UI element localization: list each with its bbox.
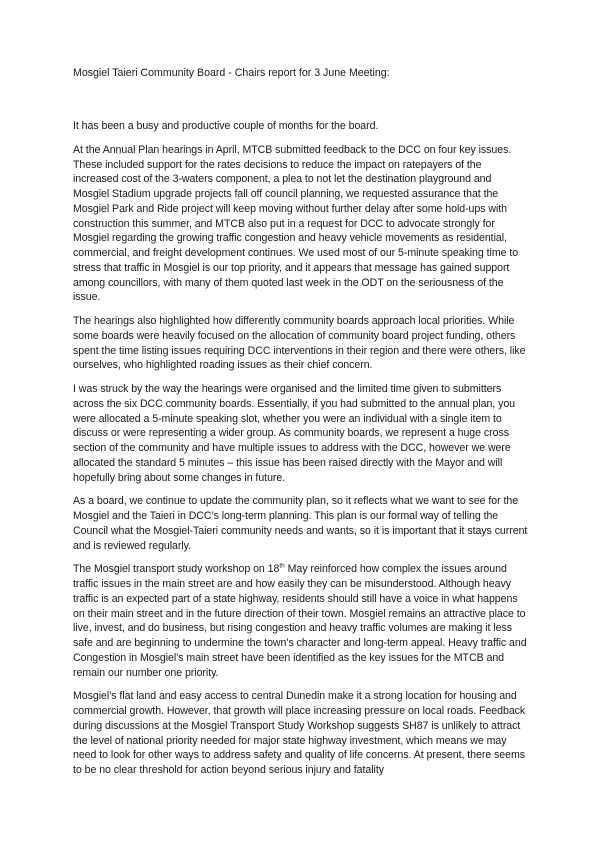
document-page <box>73 66 529 787</box>
ordinal-suffix: th <box>279 562 285 570</box>
paragraph-community-plan: As a board, we continue to update the community plan, so it reflects what we want to see for the Mosgiel and the Taieri in DCC’s long-term planning. This plan is our formal way of telling the Council what the Mosgiel-Taieri community needs and wants, so it is important that it stays current and is reviewed regularly. <box>73 495 528 552</box>
paragraph-transport-workshop <box>73 562 529 680</box>
report-title: Mosgiel Taieri Community Board - Chairs report for 3 June Meeting: <box>73 67 390 79</box>
paragraph-hearings: The hearings also highlighted how differently community boards approach local priorities. While some boards were heavily focused on the allocation of community board project funding, others spent the time listing issues requiring DCC interventions in their region and there were others, like ourselves, who highlighted roading issues as their chief concern. <box>73 315 526 372</box>
workshop-text-end: May reinforced how complex the issues around traffic issues in the main street are and how easily they can be misunderstood. Although heavy traffic is an expected part of a state highway, residents should still have a voice in what happens on their main street and in the future direction of their town. Mosgiel remains an attractive place to live, invest, and do business, but rising congestion and heavy traffic volumes are making it less safe and are beginning to undermine the town’s character and long-term appeal. Heavy traffic and Congestion in Mosgiel’s main street have been identified as the key issues for the MTCB and remain our number one priority. <box>73 563 527 679</box>
paragraph-annual-plan: At the Annual Plan hearings in April, MTCB submitted feedback to the DCC on four key issues. These included support for the rates decisions to reduce the impact on ratepayers of the increased cost of the 3-waters component, a plea to not let the destination playground and Mosgiel Stadium upgrade projects fall off council planning, we requested assurance that the Mosgiel Park and Ride project will keep moving without further delay after some hold-ups with construction this summer, and MTCB also put in a request for DCC to advocate strongly for Mosgiel regarding the growing traffic congestion and heavy vehicle movements as residential, commercial, and freight development continues. We used most of our 5-minute speaking time to stress that traffic in Mosgiel is our top priority, and it appears that message has gained support among councillors, with many of them quoted last week in the ODT on the seriousness of the issue. <box>73 143 519 304</box>
paragraph-intro: It has been a busy and productive couple of months for the board. <box>73 120 379 132</box>
workshop-text-start: The Mosgiel transport study workshop on 18 <box>73 563 280 576</box>
paragraph-growth: Mosgiel’s flat land and easy access to central Dunedin make it a strong location for housing and commercial growth. However, that growth will place increasing pressure on local roads. Feedback during discussions at the Mosgiel Transport Study Workshop suggests SH87 is unlikely to attract the level of national priority needed for major state highway investment, which means we may need to look for other ways to address safety and quality of life concerns. At present, there seems to be no clear threshold for action beyond serious injury and fatality <box>73 690 526 776</box>
paragraph-hearing-organisation: I was struck by the way the hearings were organised and the limited time given to submitters across the six DCC community boards. Essentially, if you had submitted to the annual plan, you were allocated a 5-minute speaking slot, whether you were an individual with a single item to discuss or were representing a wider group. As community boards, we represent a huge cross section of the community and have multiple issues to address with the DCC, however we were allocated the standard 5 minutes – this issue has been raised directly with the Mayor and will hopefully bring about some changes in future. <box>73 383 516 484</box>
